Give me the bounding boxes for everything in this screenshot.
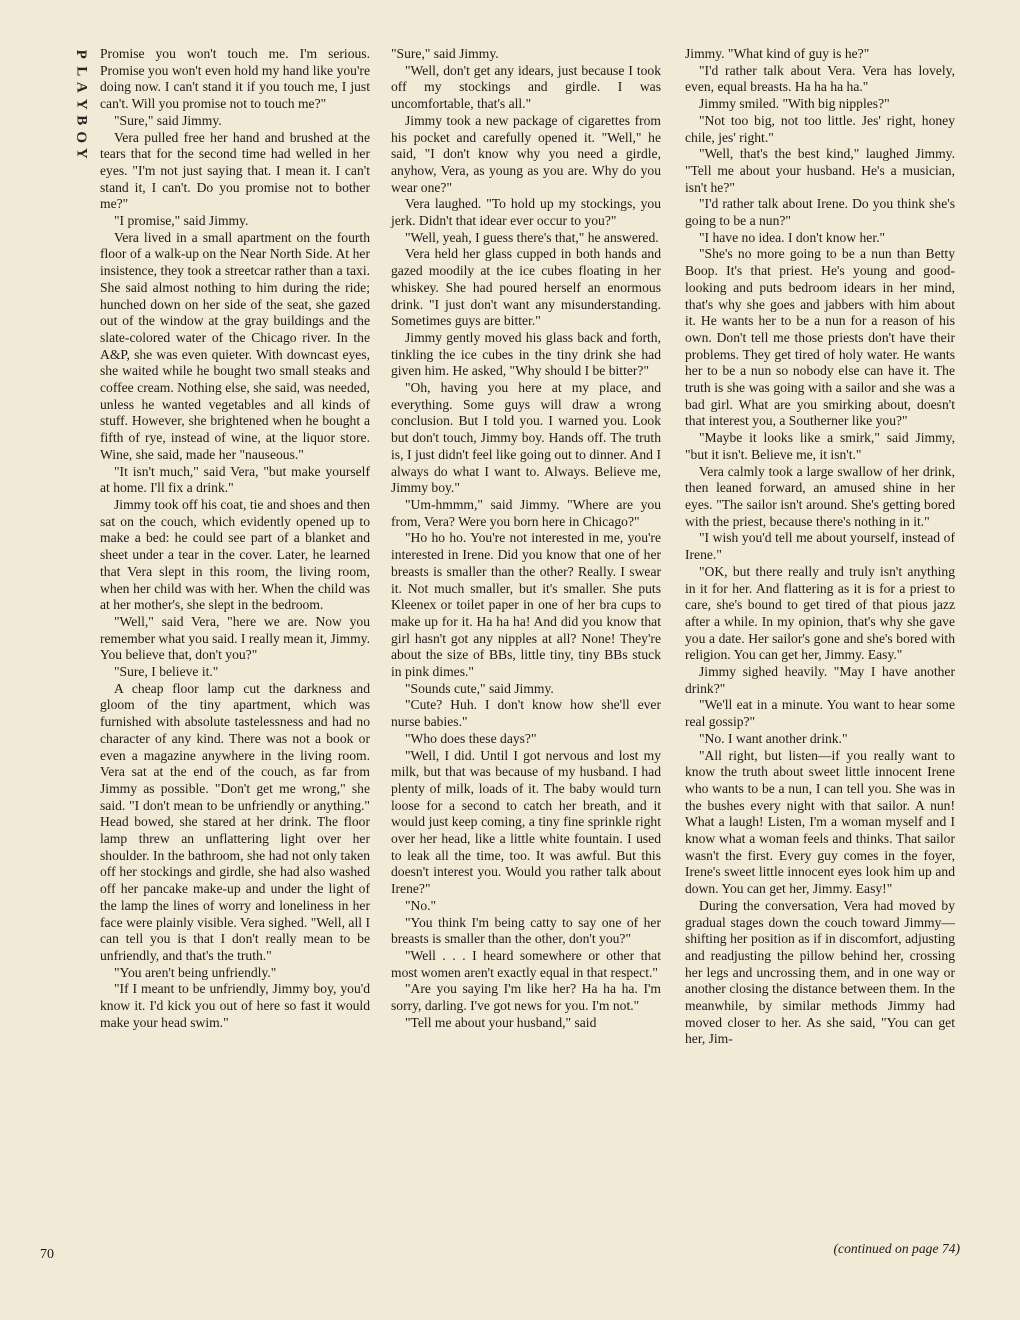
paragraph: Jimmy took a new package of cigarettes from his pocket and carefully opened it. "Well," he said, "I don't know why you need a girdle, anyhow, Vera, as young as you are. Why do you wear one?" <box>391 112 661 195</box>
paragraph: "Tell me about your husband," said <box>405 1014 597 1030</box>
paragraph: Vera lived in a small apartment on the fourth floor of a walk-up on the Near North Side. At her insistence, they took a streetcar rather than a taxi. She said almost nothing to him during the ride; hunched down on her side of the seat, she gazed out of the window at the gray buildings and the slate-colored water of the Chicago river. In the A&P, she was even quieter. With downcast eyes, she waited while he bought two small steaks and coffee cream. Nothing else, she said, was needed, unless he wanted vegetables and all kinds of stuff. However, she brightened when he bought a fifth of rye, instead of wine, at the liquor store. Wine, she said, made her "nauseous." <box>100 229 370 462</box>
paragraph: Vera held her glass cupped in both hands and gazed moodily at the ice cubes floating in her whiskey. She had poured herself an enormous drink. "I just don't want any misunderstanding. Sometimes guys are bitter." <box>391 246 661 329</box>
paragraph: "I'd rather talk about Vera. Vera has lovely, even, equal breasts. Ha ha ha ha." <box>685 62 955 95</box>
paragraph: "Oh, having you here at my place, and everything. Some guys will draw a wrong conclusion. But I told you. I warned you. Look but don't touch, Jimmy boy. Hands off. The truth is, I just didn't feel like going out to dinner. And I always do what I want to. Always. Believe me, Jimmy boy." <box>391 380 661 496</box>
paragraph: "Well, I did. Until I got nervous and lost my milk, but that was because of my husband. I had plenty of milk, loads of it. The baby would turn loose for a second to catch her breath, and it would just keep coming, a tiny fine sprinkle right over her head, like a little white fountain. I used to leak all the time, too. It was awful. But this doesn't interest you. Would you rather talk about Irene?" <box>391 747 661 897</box>
paragraph: "If I meant to be unfriendly, Jimmy boy, you'd know it. I'd kick you out of here so fast it would make your head swim." <box>100 981 370 1030</box>
paragraph: During the conversation, Vera had moved by gradual stages down the couch toward Jimmy—shifting her position as if in discomfort, adjusting and readjusting the pillow behind her, crossing her legs and uncrossing them, and in one way or another closing the distance between them. In the meanwhile, by similar methods Jimmy had moved closer to her. As she said, "You can get her, Jim- <box>685 897 955 1047</box>
paragraph: Jimmy gently moved his glass back and forth, tinkling the ice cubes in the tiny drink she had given him. He asked, "Why should I be bitter?" <box>391 329 661 379</box>
paragraph: Vera pulled free her hand and brushed at the tears that for the second time had welled in her eyes. "I'm not just saying that. I mean it. I can't stand it, I can't. Do you promise not to bother me?" <box>100 129 370 212</box>
paragraph: "Sure," said Jimmy. <box>391 46 499 61</box>
paragraph: "Well, don't get any idears, just because I took off my stockings and girdle. I was uncomfortable, that's all." <box>391 62 661 112</box>
paragraph: "Cute? Huh. I don't know how she'll ever nurse babies." <box>391 697 661 730</box>
page-number: 70 <box>40 1247 54 1262</box>
paragraph: Jimmy smiled. "With big nipples?" <box>699 96 890 112</box>
paragraph: "Sure," said Jimmy. <box>114 112 222 128</box>
paragraph: Vera calmly took a large swallow of her drink, then leaned forward, an amused shine in her eyes. "The sailor isn't around. She's getting bored with the priest, because there's nothing in it." <box>685 463 955 529</box>
paragraph: "Maybe it looks like a smirk," said Jimmy, "but it isn't. Believe me, it isn't." <box>685 430 955 462</box>
paragraph: "Um-hmmm," said Jimmy. "Where are you from, Vera? Were you born here in Chicago?" <box>391 496 661 529</box>
paragraph: "Sure, I believe it." <box>114 664 219 680</box>
magazine-name-letter: A <box>73 81 90 93</box>
magazine-name-letter: O <box>73 130 90 143</box>
paragraph: Jimmy. "What kind of guy is he?" <box>685 46 870 61</box>
magazine-name-letter: Y <box>73 98 90 110</box>
paragraph: Vera laughed. "To hold up my stockings, you jerk. Didn't that idear ever occur to you?" <box>391 196 661 229</box>
magazine-name-letter: B <box>73 115 90 126</box>
paragraph: "Ho ho ho. You're not interested in me, you're interested in Irene. Did you know that one of her breasts is smaller than the other? Really. I swear it. Not much smaller, but it's smaller. She puts Kleenex or toilet paper in one of her bra cups to make up for it. Ha ha ha! And did you know that girl hasn't got any nipples at all? None! They're about the size of BBs, little tiny, tiny BBs stuck in pink dimes." <box>391 530 661 680</box>
paragraph: "She's no more going to be a nun than Betty Boop. It's that priest. He's young and good-looking and puts bedroom idears in her mind, that's why she goes and jabbers with him about it. He wants her to be a nun for a reason of his own. Don't tell me those priests don't have their problems. They get tired of holy water. He wants her to be a nun so nobody else can have it. The truth is she was going with a sailor and she was a bad girl. What are you smirking about, doesn't that interest you, a Southerner like you?" <box>685 246 955 429</box>
paragraph: Jimmy took off his coat, tie and shoes and then sat on the couch, which evidently opened up to make a bed: he could see part of a blanket and sheet under a tear in the cover. Later, he learned that Vera slept in this room, the living room, when her child was with her. When the child was at her mother's, she slept in the bedroom. <box>100 496 370 613</box>
paragraph: "Well," said Vera, "here we are. Now you remember what you said. I really mean it, Jimmy. You believe that, don't you?" <box>100 613 370 663</box>
paragraph: "No. I want another drink." <box>699 730 848 746</box>
text-column-2 <box>391 46 661 1031</box>
paragraph: "Not too big, not too little. Jes' right, honey chile, jes' right." <box>685 112 955 145</box>
paragraph: "It isn't much," said Vera, "but make yourself at home. I'll fix a drink." <box>100 463 370 496</box>
paragraph: "Who does these days?" <box>405 730 537 746</box>
paragraph: "I promise," said Jimmy. <box>114 213 249 229</box>
paragraph: "All right, but listen—if you really want to know the truth about sweet little innocent Irene who wants to be a nun, I can tell you. She was in the bushes every night with that sailor. A nun! What a laugh! Listen, I'm a woman myself and I know what a woman feels and thinks. That sailor wasn't the first. Every guy comes in the foyer, Irene's sweet little innocent eyes look him up and down. You can get her, Jimmy. Easy!" <box>685 747 955 897</box>
magazine-name-letter: P <box>73 49 90 59</box>
paragraph: "You think I'm being catty to say one of her breasts is smaller than the other, don't you?" <box>391 914 661 947</box>
magazine-name-letter: L <box>73 65 90 76</box>
paragraph: "I wish you'd tell me about yourself, instead of Irene." <box>685 530 955 563</box>
paragraph: A cheap floor lamp cut the darkness and gloom of the tiny apartment, which was furnished with absolute tastelessness and had no character of any kind. There was not a book or even a magazine anywhere in the living room. Vera sat at the end of the couch, as far from Jimmy as possible. "Don't get me wrong," she said. "I don't mean to be unfriendly or anything." Head bowed, she stared at her drink. The floor lamp threw an unflattering light over her shoulder. In the bathroom, she had not only taken off her stockings and girdle, she had also washed off her pancake make-up and under the light of the lamp the lines of worry and loneliness in her face were plainly visible. Vera sighed. "Well, all I can tell you is that I don't really mean to be unfriendly, and that's the truth." <box>100 680 370 963</box>
paragraph: Promise you won't touch me. I'm serious. Promise you won't even hold my hand like you're doing now. I can't stand it if you touch me, I just can't. Will you promise not to touch me?" <box>100 46 370 112</box>
paragraph: "Sounds cute," said Jimmy. <box>405 680 554 696</box>
paragraph: "I have no idea. I don't know her." <box>699 229 886 245</box>
text-column-1 <box>100 46 370 1031</box>
paragraph: "OK, but there really and truly isn't anything in it for her. And flattering as it is for a priest to care, she's bound to get tired of that pious jazz after a while. In my opinion, that's why she gave you a date. Her sailor's gone and she's bored with religion. You can get her, Jimmy. Easy." <box>685 563 955 663</box>
continued-note: (continued on page 74) <box>833 1241 960 1256</box>
magazine-name-vertical <box>66 46 96 162</box>
paragraph: "No." <box>405 897 437 913</box>
paragraph: Jimmy sighed heavily. "May I have another drink?" <box>685 664 955 696</box>
paragraph: "Well . . . I heard somewhere or other that most women aren't exactly equal in that respect." <box>391 947 661 980</box>
paragraph: "Are you saying I'm like her? Ha ha ha. I'm sorry, darling. I've got news for you. I'm not." <box>391 981 661 1014</box>
paragraph: "We'll eat in a minute. You want to hear some real gossip?" <box>685 697 955 730</box>
text-column-3 <box>685 46 955 1048</box>
paragraph: "You aren't being unfriendly." <box>114 964 277 980</box>
paragraph: "I'd rather talk about Irene. Do you think she's going to be a nun?" <box>685 196 955 229</box>
paragraph: "Well, yeah, I guess there's that," he answered. <box>405 229 659 245</box>
magazine-name-letter: Y <box>73 147 90 159</box>
paragraph: "Well, that's the best kind," laughed Jimmy. "Tell me about your husband. He's a musician, isn't he?" <box>685 146 955 195</box>
